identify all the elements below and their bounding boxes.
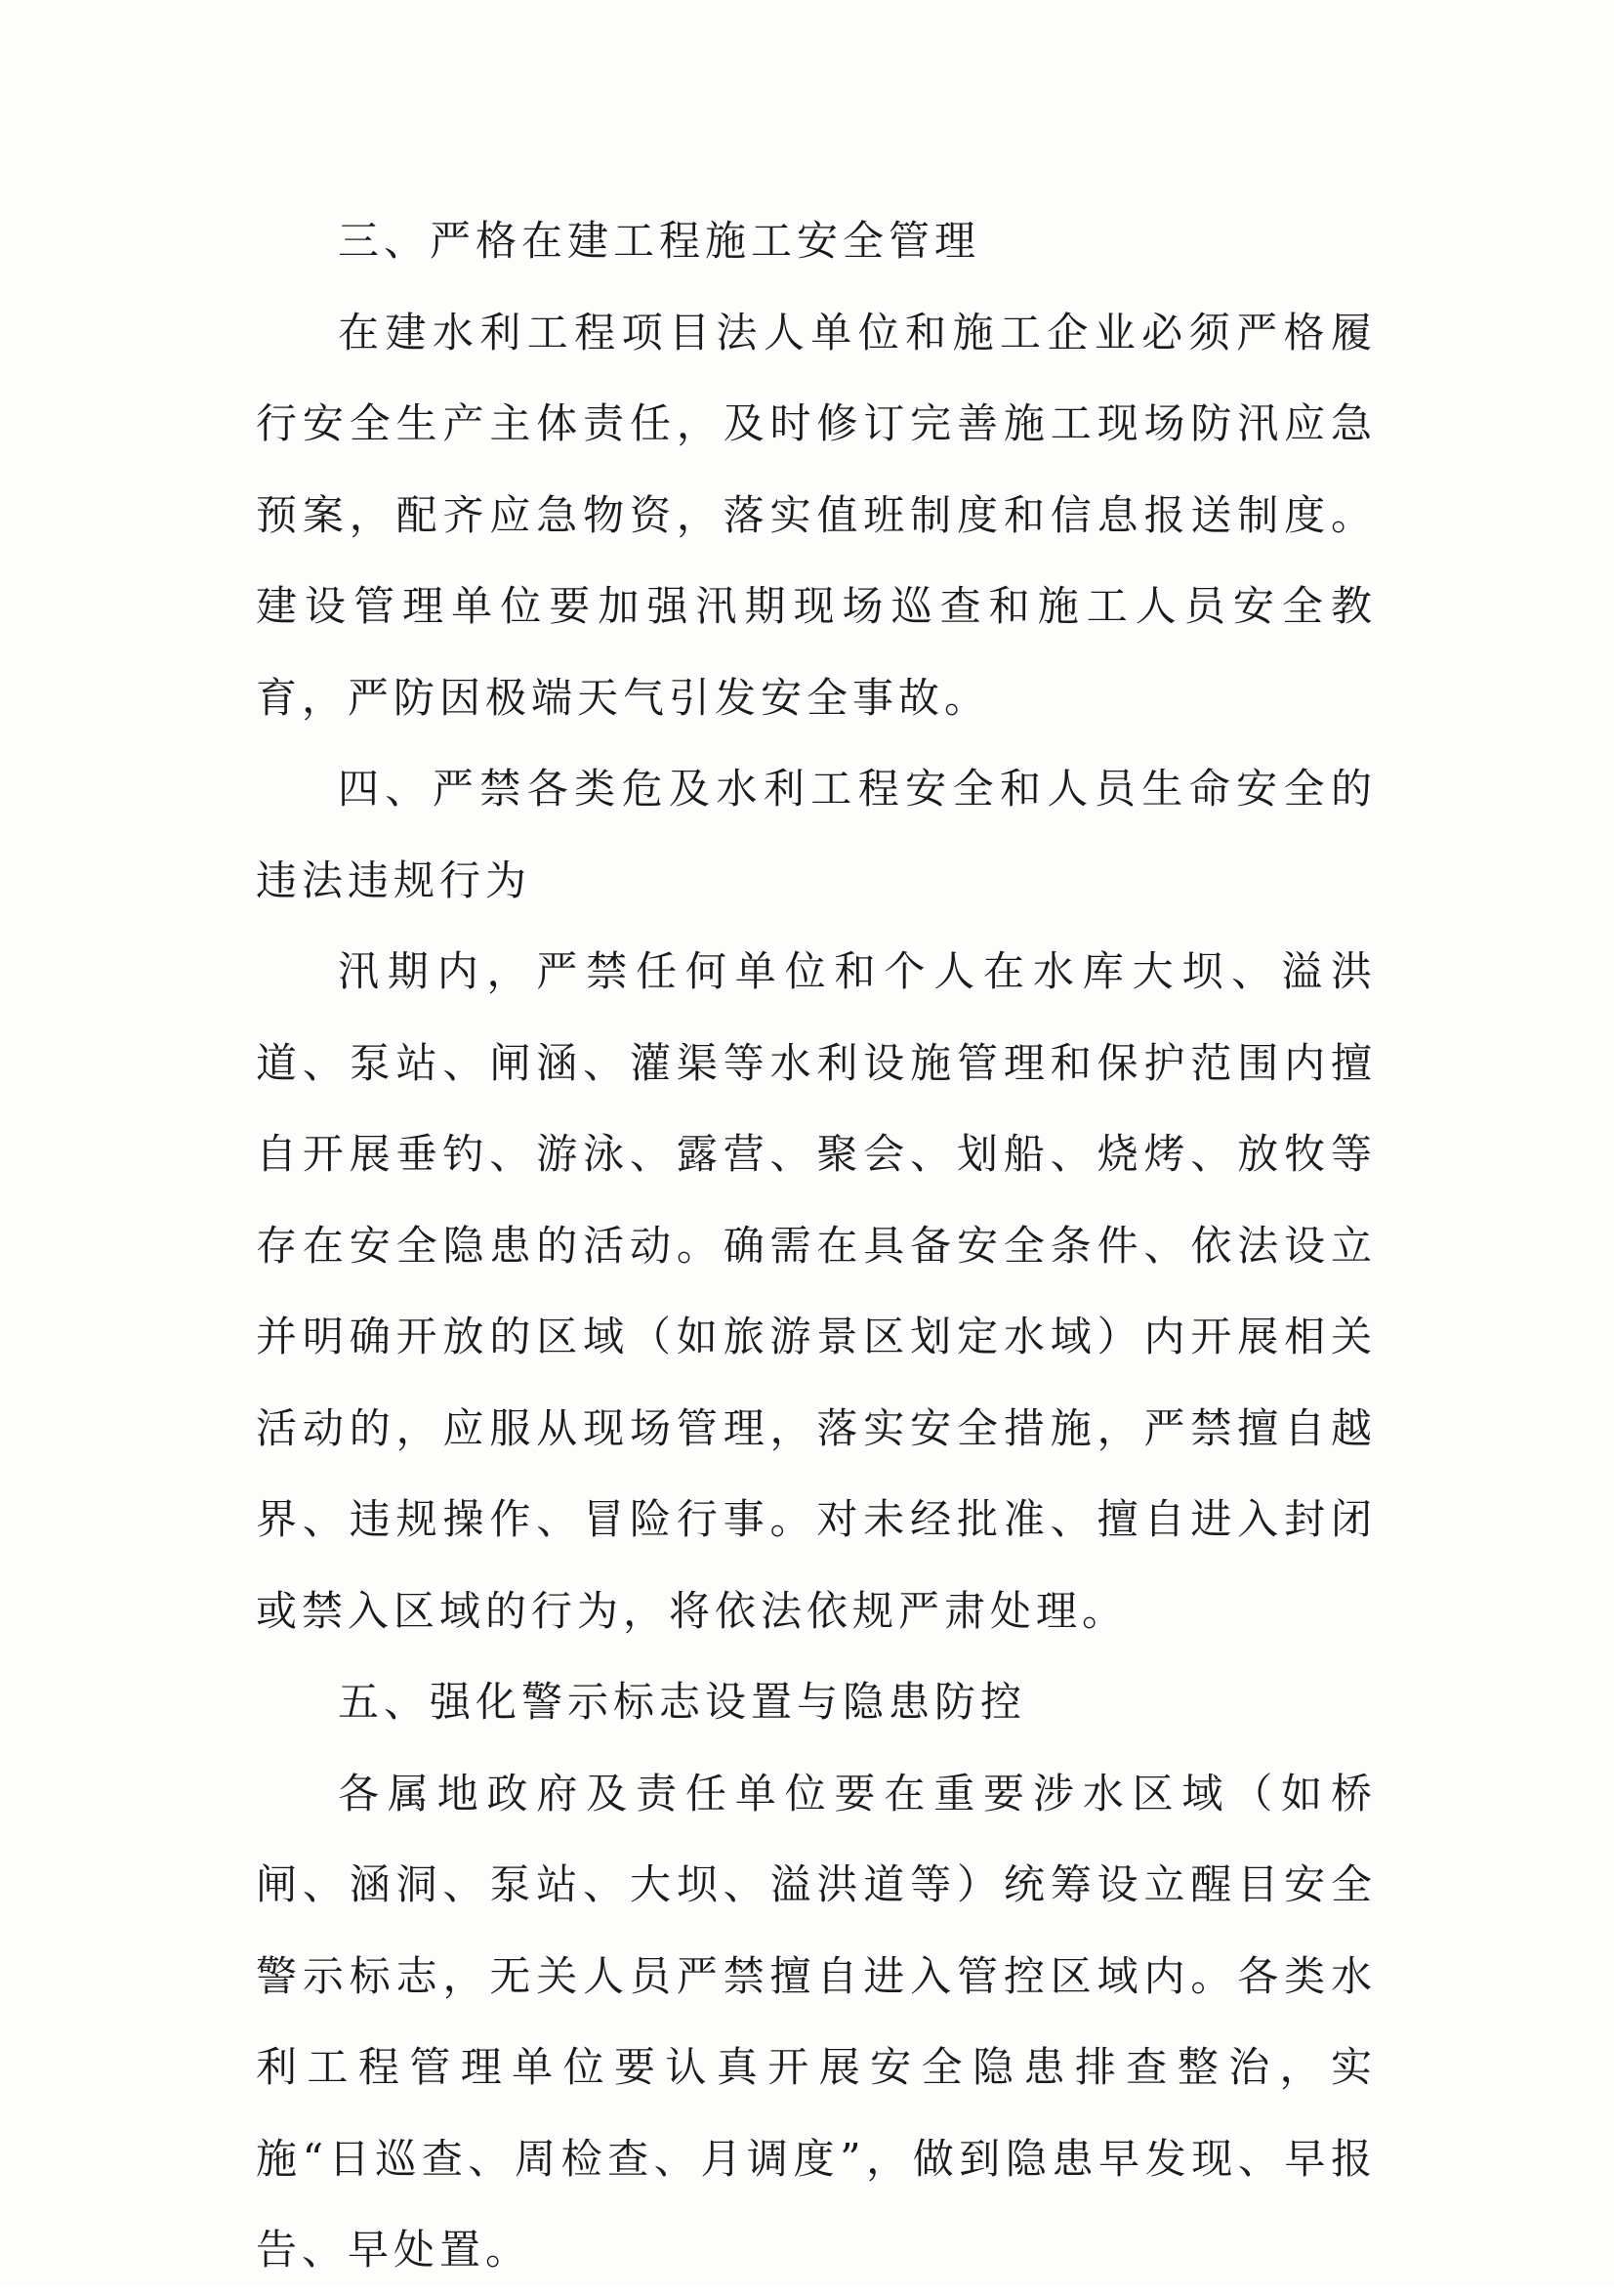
document-body [256,195,1377,2296]
section-paragraph-3: 在建水利工程项目法人单位和施工企业必须严格履行安全生产主体责任，及时修订完善施工现场防汛应急预案，配齐应急物资，落实值班制度和信息报送制度。建设管理单位要加强汛期现场巡查和施工人员安全教育，严防因极端天气引发安全事故。 [256,308,1377,722]
section-heading-5: 五、强化警示标志设置与隐患防控 [338,1678,1027,1726]
section-paragraph-5: 各属地政府及责任单位要在重要涉水区域（如桥闸、涵洞、泵站、大坝、溢洪道等）统筹设立醒目安全警示标志，无关人员严禁擅自进入管控区域内。各类水利工程管理单位要认真开展安全隐患排查整治，实施“日巡查、周检查、月调度”，做到隐患早发现、早报告、早处置。 [256,1769,1377,2274]
section-heading-3: 三、严格在建工程施工安全管理 [338,217,981,265]
section-paragraph-4: 汛期内，严禁任何单位和个人在水库大坝、溢洪道、泵站、闸涵、灌渠等水利设施管理和保护范围内擅自开展垂钓、游泳、露营、聚会、划船、烧烤、放牧等存在安全隐患的活动。确需在具备安全条件、依法设立并明确开放的区域（如旅游景区划定水域）内开展相关活动的，应服从现场管理，落实安全措施，严禁擅自越界、违规操作、冒险行事。对未经批准、擅自进入封闭或禁入区域的行为，将依法依规严肃处理。 [256,947,1377,1635]
section-heading-4: 四、严禁各类危及水利工程安全和人员生命安全的违法违规行为 [256,765,1377,904]
